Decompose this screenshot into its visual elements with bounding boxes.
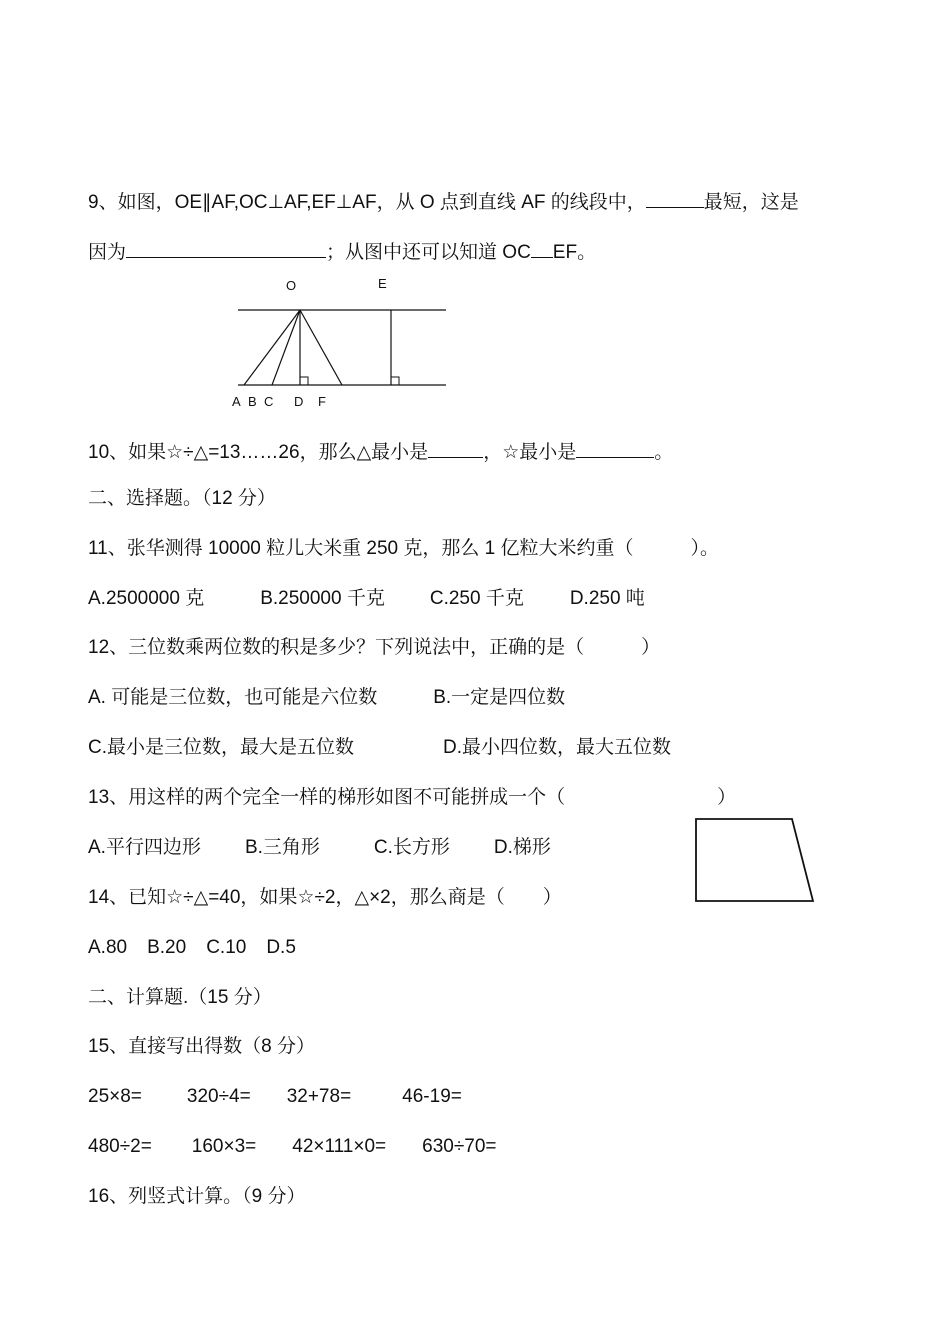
figure-label-e: E xyxy=(378,276,387,291)
q15-row2 xyxy=(88,1134,497,1160)
q12-option-d[interactable]: D.最小四位数，最大五位数 xyxy=(443,737,672,758)
q10-line xyxy=(88,437,673,466)
q11-option-a[interactable]: A.2500000 克 xyxy=(88,588,205,609)
q15-expr-8: 630÷70= xyxy=(422,1136,497,1157)
section-calc-title: 二、计算题.（15 分） xyxy=(88,987,272,1008)
figure-label-f: F xyxy=(318,394,326,409)
q14-options xyxy=(88,935,296,961)
q15-expr-5: 480÷2= xyxy=(88,1136,152,1157)
q10-text-a: 10、如果☆÷△=13……26，那么△最小是 xyxy=(88,442,429,463)
q11-option-d[interactable]: D.250 吨 xyxy=(569,588,645,609)
q9-blank-2[interactable] xyxy=(126,237,326,258)
q9-blank-1[interactable] xyxy=(646,187,704,208)
q11-option-c[interactable]: C.250 千克 xyxy=(429,588,524,609)
q15-expr-4: 46-19= xyxy=(402,1086,462,1107)
q9-line2 xyxy=(88,237,596,266)
trapezoid-figure xyxy=(690,815,820,907)
q9-text-d: ；从图中还可以知道 OC xyxy=(326,242,531,263)
q15-expr-3: 32+78= xyxy=(286,1086,352,1107)
q15-expr-6: 160×3= xyxy=(191,1136,257,1157)
q15-row1 xyxy=(88,1084,462,1110)
q10-text-b: ，☆最小是 xyxy=(483,442,577,463)
q11-stem: 11、张华测得 10000 粒儿大米重 250 克，那么 1 亿粒大米约重（ ）。 xyxy=(88,538,720,559)
q13-stem: 13、用这样的两个完全一样的梯形如图不可能拼成一个（ xyxy=(88,787,566,808)
q14-option-b[interactable]: B.20 xyxy=(147,937,187,958)
q13-option-c[interactable]: C.长方形 xyxy=(373,837,450,858)
q9-blank-3[interactable] xyxy=(531,237,553,258)
q10-blank-2[interactable] xyxy=(576,437,654,458)
q12-option-c[interactable]: C.最小是三位数，最大是五位数 xyxy=(88,737,355,758)
q14-stem: 14、已知☆÷△=40，如果☆÷2，△×2，那么商是（ ） xyxy=(88,887,562,908)
q9-text-b: 最短，这是 xyxy=(703,192,799,213)
q13-stem-line xyxy=(88,785,736,811)
q16-stem: 16、列竖式计算。（9 分） xyxy=(88,1186,306,1207)
q10-text-c: 。 xyxy=(654,442,674,463)
segment-oa xyxy=(244,310,300,385)
q12-options-row2 xyxy=(88,735,671,761)
segment-od xyxy=(300,310,342,385)
section-choice-title: 二、选择题。（12 分） xyxy=(88,488,276,509)
q15-stem: 15、直接写出得数（8 分） xyxy=(88,1036,315,1057)
q9-figure xyxy=(220,272,460,412)
q11-options xyxy=(88,586,645,612)
q15-expr-2: 320÷4= xyxy=(186,1086,251,1107)
q9-line1 xyxy=(88,187,799,216)
q12-stem: 12、三位数乘两位数的积是多少？下列说法中，正确的是（ ） xyxy=(88,637,661,658)
q12-options-row1 xyxy=(88,685,565,711)
q15-expr-1: 25×8= xyxy=(88,1086,142,1107)
q14-option-d[interactable]: D.5 xyxy=(266,937,296,958)
q12-option-a[interactable]: A. 可能是三位数，也可能是六位数 xyxy=(88,687,378,708)
figure-label-d: D xyxy=(294,394,304,409)
q13-option-a[interactable]: A.平行四边形 xyxy=(88,837,201,858)
figure-label-o: O xyxy=(286,278,297,293)
q14-option-a[interactable]: A.80 xyxy=(88,937,128,958)
q13-option-d[interactable]: D.梯形 xyxy=(493,837,551,858)
figure-label-c: C xyxy=(264,394,274,409)
q9-text-c: 因为 xyxy=(88,242,127,263)
q10-blank-1[interactable] xyxy=(428,437,483,458)
trapezoid-shape xyxy=(696,819,813,901)
q13-option-b[interactable]: B.三角形 xyxy=(244,837,320,858)
right-angle-mark-f xyxy=(391,377,399,385)
q13-options xyxy=(88,835,551,861)
figure-label-b: B xyxy=(248,394,257,409)
q14-option-c[interactable]: C.10 xyxy=(206,937,247,958)
right-angle-mark-c xyxy=(300,377,308,385)
q15-expr-7: 42×111×0= xyxy=(292,1136,387,1157)
q13-stem-end: ） xyxy=(717,787,737,808)
segment-ob xyxy=(272,310,300,385)
q12-option-b[interactable]: B.一定是四位数 xyxy=(433,687,566,708)
q9-text-a: 9、如图，OE∥AF,OC⊥AF,EF⊥AF，从 O 点到直线 AF 的线段中， xyxy=(88,192,646,213)
q11-option-b[interactable]: B.250000 千克 xyxy=(260,588,385,609)
figure-label-a: A xyxy=(232,394,241,409)
q9-text-e: EF。 xyxy=(552,242,597,263)
